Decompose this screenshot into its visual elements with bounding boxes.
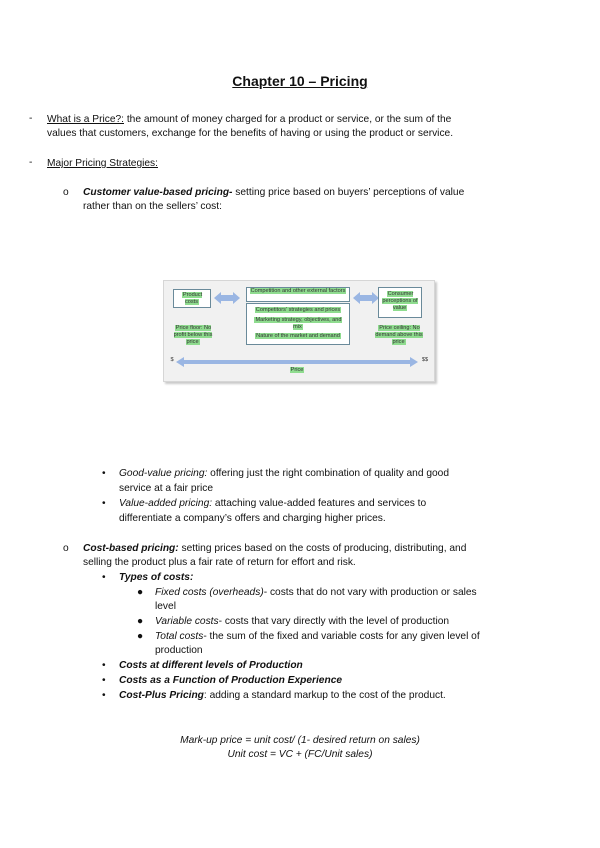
bullet-marker: • (102, 690, 106, 701)
low-price-label: $ (170, 357, 174, 363)
unit-cost-formula: Unit cost = VC + (FC/Unit sales) (227, 749, 373, 760)
double-arrow-left (214, 292, 240, 304)
bullet-marker: • (102, 660, 106, 671)
list-marker: o (63, 543, 69, 554)
types-of-costs: Types of costs: (119, 572, 194, 583)
cost-based-cont: selling the product plus a fair rate of return for effort and risk. (83, 557, 356, 568)
price-axis-label: Price (290, 367, 304, 373)
dash-marker: - (29, 113, 33, 124)
price-floor-label: Price floor: No profit below this price (173, 325, 213, 345)
price-definition-label: What is a Price?: (47, 114, 124, 125)
bullet-marker: • (102, 468, 106, 479)
factor-item: Competitors' strategies and prices (255, 307, 341, 313)
double-arrow-right (353, 292, 379, 304)
price-ceiling-label: Price ceiling: No demand above this price (375, 325, 423, 345)
bullet-marker: • (102, 498, 106, 509)
cost-plus-item: Cost-Plus Pricing: adding a standard markup to the cost of the product. (119, 690, 446, 701)
fixed-costs-cont: level (155, 601, 176, 612)
factor-item: Marketing strategy, objectives, and mix (255, 317, 342, 330)
page-title: Chapter 10 – Pricing (232, 73, 368, 89)
value-based-item: Customer value-based pricing- setting price based on buyers’ perceptions of value (83, 187, 465, 198)
consumer-perceptions-box: Consumer perceptions of value (378, 287, 422, 318)
product-costs-box: Product costs (173, 289, 211, 308)
total-costs-cont: production (155, 645, 203, 656)
cost-based-item: Cost-based pricing: setting prices based on the costs of producing, distributing, and (83, 543, 467, 554)
price-axis-arrow (176, 357, 418, 367)
value-based-cont: rather than on the sellers’ cost: (83, 201, 222, 212)
value-pricing-diagram (163, 280, 435, 382)
price-definition-cont: values that customers, exchange for the benefits of having or using the product or service. (47, 128, 454, 139)
bullet-marker: ● (137, 587, 144, 598)
variable-costs-item: Variable costs- costs that vary directly with the level of production (155, 616, 450, 627)
fixed-costs-item: Fixed costs (overheads)- costs that do not vary with production or sales (155, 587, 477, 598)
bullet-marker: • (102, 572, 106, 583)
factors-box (246, 303, 350, 345)
bullet-marker: ● (137, 616, 144, 627)
good-value-item: Good-value pricing: offering just the right combination of quality and good (119, 468, 449, 479)
costs-levels-item: Costs at different levels of Production (119, 660, 303, 671)
value-added-cont: differentiate a company’s offers and charging higher prices. (119, 513, 386, 524)
strategies-heading: Major Pricing Strategies: (47, 158, 158, 169)
competition-box: Competition and other external factors (246, 287, 350, 302)
bullet-marker: • (102, 675, 106, 686)
factor-item: Nature of the market and demand (256, 333, 340, 339)
list-marker: o (63, 187, 69, 198)
value-added-item: Value-added pricing: attaching value-added features and services to (119, 498, 427, 509)
costs-experience-item: Costs as a Function of Production Experience (119, 675, 343, 686)
good-value-cont: service at a fair price (119, 483, 213, 494)
high-price-label: $$ (421, 357, 429, 363)
bullet-marker: ● (137, 631, 144, 642)
total-costs-item: Total costs- the sum of the fixed and variable costs for any given level of (155, 631, 480, 642)
dash-marker: - (29, 157, 33, 168)
price-definition: What is a Price?: the amount of money charged for a product or service, or the sum of the (47, 114, 452, 125)
markup-formula: Mark-up price = unit cost/ (1- desired return on sales) (180, 735, 420, 746)
